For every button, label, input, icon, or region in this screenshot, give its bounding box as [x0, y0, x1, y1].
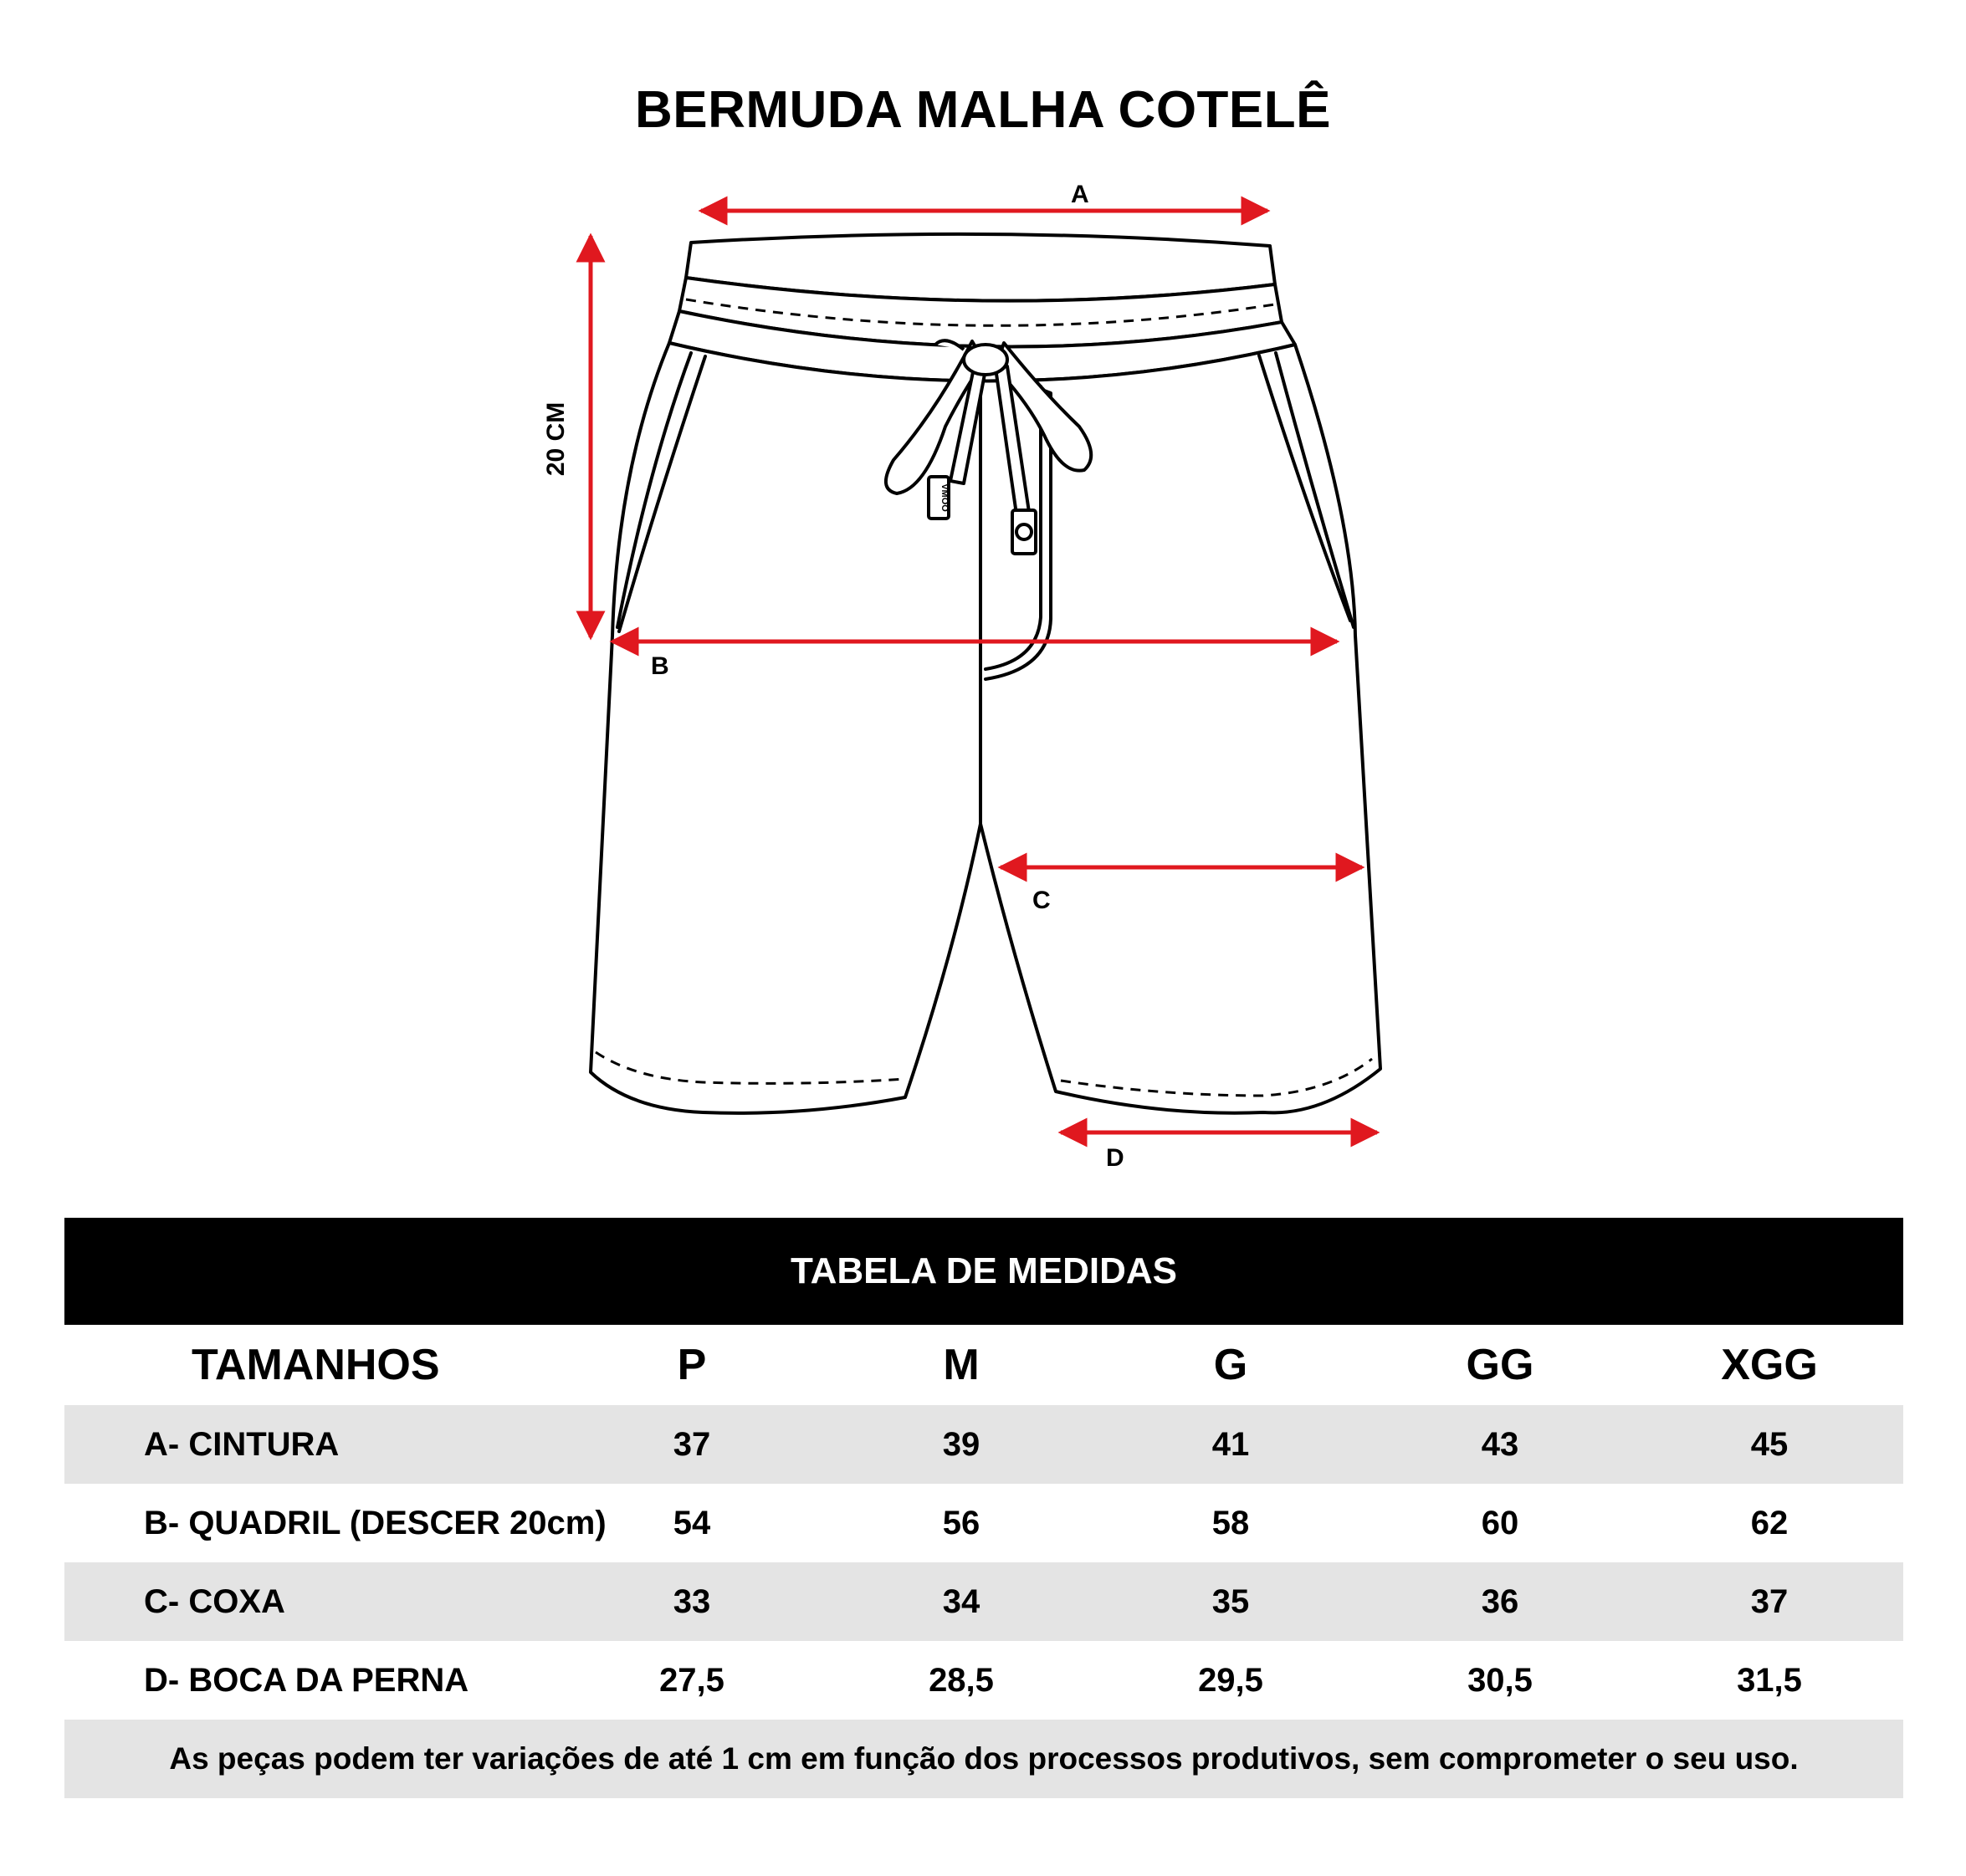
row-value: 33 [673, 1582, 711, 1620]
row-value: 54 [673, 1504, 711, 1541]
page-title: BERMUDA MALHA COTELÊ [634, 81, 1331, 139]
size-m: M [943, 1341, 980, 1389]
label-c: C [1032, 887, 1051, 914]
row-value: 27,5 [659, 1661, 724, 1699]
row-value: 29,5 [1198, 1661, 1263, 1699]
row-value: 41 [1211, 1425, 1250, 1463]
row-label: C- COXA [144, 1582, 285, 1620]
label-b: B [651, 652, 669, 680]
row-label: D- BOCA DA PERNA [144, 1661, 469, 1699]
sizes-row [64, 1325, 1903, 1405]
row-value: 39 [942, 1425, 980, 1463]
row-value: 30,5 [1467, 1661, 1533, 1699]
size-p: P [677, 1341, 707, 1389]
row-value: 56 [942, 1504, 980, 1541]
size-xgg: XGG [1721, 1341, 1818, 1389]
row-value: 45 [1750, 1425, 1789, 1463]
label-height: 20 CM [542, 401, 570, 477]
row-value: 36 [1481, 1582, 1519, 1620]
row-value: 37 [673, 1425, 711, 1463]
row-value: 34 [942, 1582, 980, 1620]
table-header: TABELA DE MEDIDAS [64, 1218, 1903, 1325]
table-row [64, 1562, 1903, 1641]
label-a: A [1071, 181, 1089, 208]
size-g: G [1213, 1341, 1248, 1389]
row-value: 31,5 [1737, 1661, 1802, 1699]
table-row [64, 1405, 1903, 1484]
row-value: 37 [1750, 1582, 1789, 1620]
label-d: D [1106, 1144, 1124, 1172]
row-value: 62 [1750, 1504, 1789, 1541]
row-label: A- CINTURA [144, 1425, 340, 1463]
row-value: 60 [1481, 1504, 1519, 1541]
row-value: 43 [1481, 1425, 1519, 1463]
disclaimer-note: As peças podem ter variações de até 1 cm em função dos processos produtivos, sem comprometer o seu uso. [64, 1720, 1903, 1798]
table-row [64, 1641, 1903, 1720]
table-row [64, 1484, 1903, 1562]
row-value: 58 [1211, 1504, 1250, 1541]
row-value: 28,5 [929, 1661, 994, 1699]
drawstring-logo-text: VMOO [939, 483, 950, 512]
sizes-label: TAMANHOS [192, 1341, 440, 1389]
row-value: 35 [1211, 1582, 1250, 1620]
size-gg: GG [1466, 1341, 1534, 1389]
row-label: B- QUADRIL (DESCER 20cm) [144, 1504, 607, 1541]
